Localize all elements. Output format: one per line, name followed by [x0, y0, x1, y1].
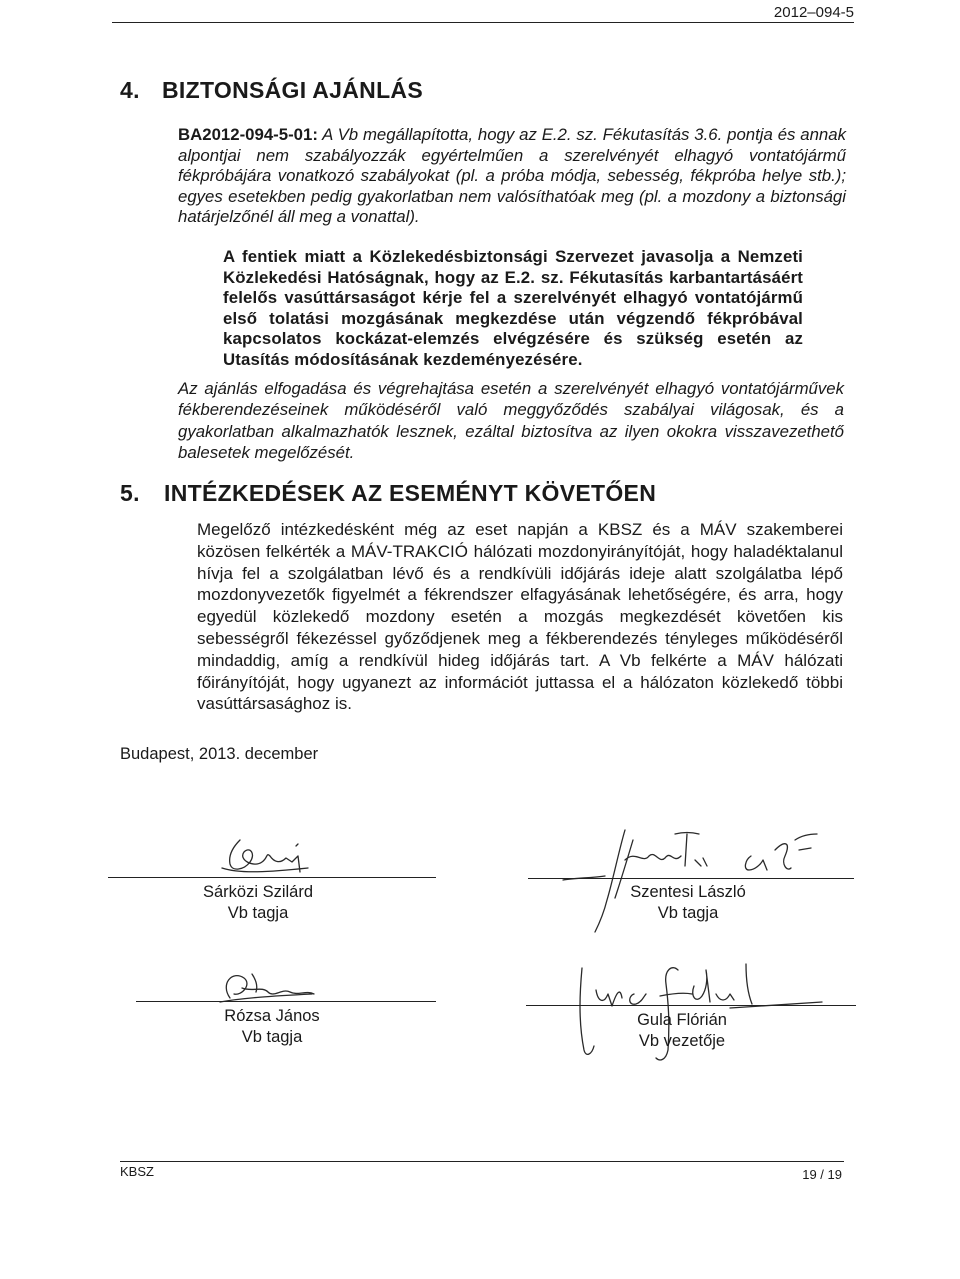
signature-block-4 [602, 1010, 762, 1052]
page-number: 19 / 19 [802, 1167, 842, 1182]
signatory-name-3: Rózsa János [224, 1007, 320, 1025]
place-date: Budapest, 2013. december [120, 745, 319, 763]
footer-organization: KBSZ [120, 1164, 154, 1179]
signature-line-4 [526, 1005, 856, 1006]
signature-block-3 [192, 1006, 352, 1048]
recommendation-text: A Vb megállapította, hogy az E.2. sz. Fékutasítás 3.6. pontja és annak alpontjai nem szabályozzák egyértelműen a szerelvényét elhagyó vontatójármű fékpróbájára vonatkozó szabályokat (pl. a próba módja, sebesség, fékpróba helye stb.); egyes esetekben pedig gyakorlatban nem valósíthatóak meg (pl. a mozdony a biztonsági határjelzőnél áll meg a vonattal). [178, 125, 846, 227]
section-4-number: 4. [120, 77, 140, 103]
signature-block-1 [178, 882, 338, 924]
signature-line-1 [108, 877, 436, 878]
recommendation-bold-paragraph: A fentiek miatt a Közlekedésbiztonsági Szervezet javasolja a Nemzeti Közlekedési Hatóságnak, hogy az E.2. sz. Fékutasítás karbantartásáért felelős vasúttársaságot kérje fel a szerelvényét elhagyó vontatójármű első tolatási mozgásának megkezdése után végzendő fékpróbával kapcsolatos kockázat-elemzés elvégzésére és szükség esetén az Utasítás módosításának kezdeményezésére. [223, 247, 803, 369]
signature-block-2 [608, 882, 768, 924]
measures-paragraph: Megelőző intézkedésként még az eset napján a KBSZ és a MÁV szakemberei közösen felkérték a MÁV-TRAKCIÓ hálózati mozdonyirányítóját, hogy haladéktalanul hívja fel a szolgálatban lévő és a rendkívüli időjárás ideje alatt szolgálatba lépő mozdonyvezetők figyelmét a fékrendszer elfagyásának lehetőségére, és arra, hogy egyedül közlekedő mozdony esetén a mozgás megkezdését követően kis sebességről fékezéssel győződjenek meg a fékberendezés tényleges működéséről mindaddig, amíg a rendkívül hideg időjárás tart. A Vb felkérte a MÁV hálózati főirányítóját, hogy ugyanezt az információt juttassa el a hálózaton közlekedő többi vasúttársasághoz is. [197, 520, 843, 714]
signatory-name-4: Gula Flórián [637, 1011, 727, 1029]
section-5-title: INTÉZKEDÉSEK AZ ESEMÉNYT KÖVETŐEN [164, 480, 657, 506]
section-4-heading [120, 77, 423, 104]
document-id: 2012–094-5 [773, 4, 854, 21]
acceptance-paragraph: Az ajánlás elfogadása és végrehajtása esetén a szerelvényét elhagyó vontatójárművek fékberendezéseinek működéséről való meggyőződés szabályai világosak, és a gyakorlatban alkalmazhatók lesznek, ezáltal biztosítva az ilyen okokra visszavezethető balesetek megelőzését. [178, 379, 844, 463]
header-rule [112, 22, 854, 23]
signature-line-2 [528, 878, 854, 879]
signatory-role-3: Vb tagja [241, 1028, 303, 1046]
recommendation-paragraph [178, 125, 846, 228]
recommendation-code: BA2012-094-5-01: [178, 125, 318, 144]
section-4-title: BIZTONSÁGI AJÁNLÁS [162, 77, 423, 103]
section-5-number: 5. [120, 480, 140, 506]
signatory-name-2: Szentesi László [630, 883, 746, 901]
signatory-role-1: Vb tagja [227, 904, 289, 922]
signatory-role-2: Vb tagja [657, 904, 719, 922]
signatory-role-4: Vb vezetője [638, 1032, 726, 1050]
signatory-name-1: Sárközi Szilárd [202, 883, 314, 901]
section-5-heading [120, 480, 656, 507]
footer-rule [120, 1161, 844, 1162]
signature-line-3 [136, 1001, 436, 1002]
signature-scribble-3 [212, 964, 322, 1012]
